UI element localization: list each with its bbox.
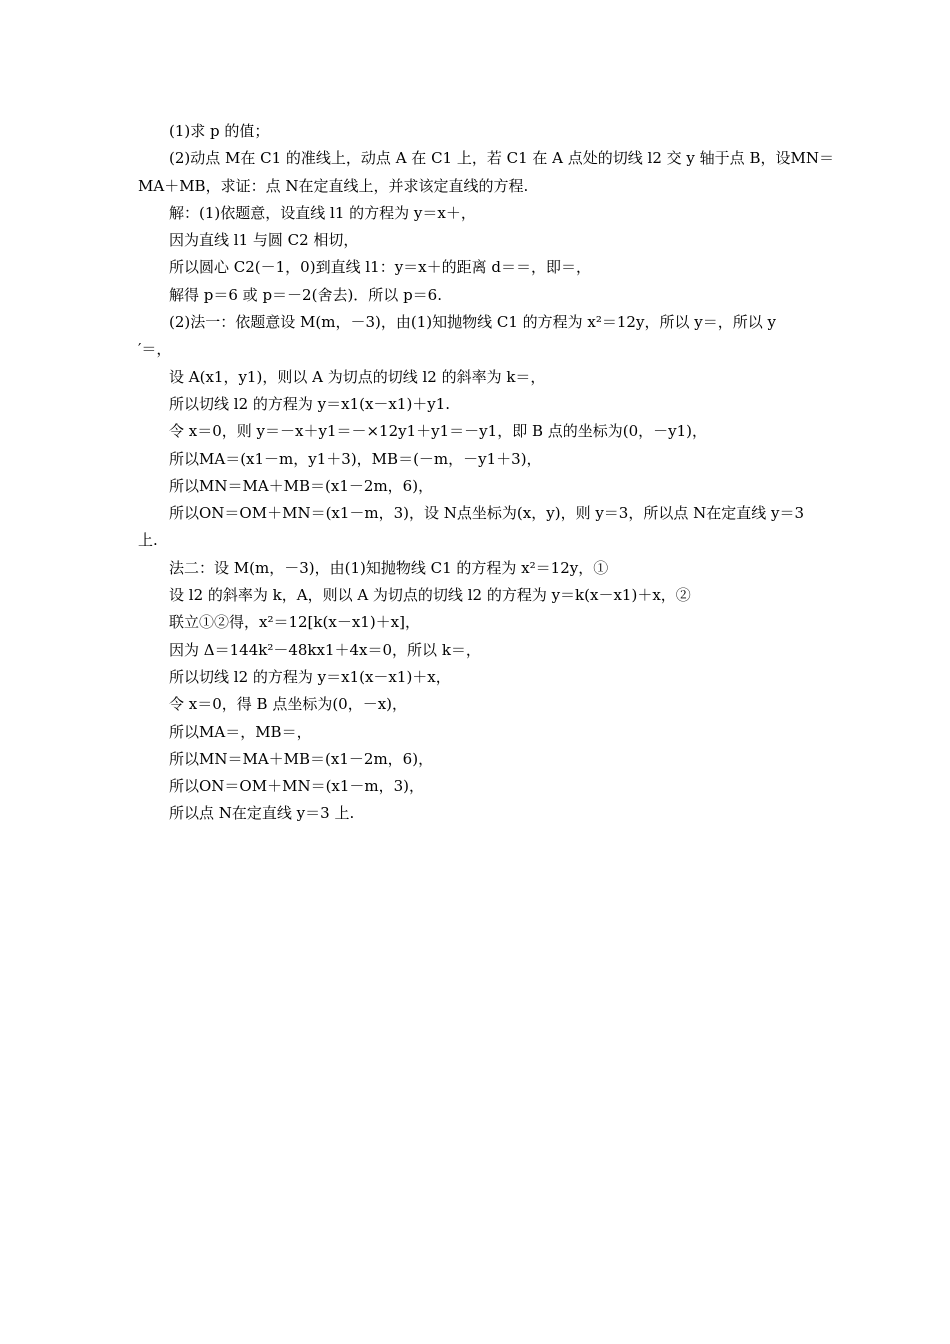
text-line: 设 l2 的斜率为 k，A，则以 A 为切点的切线 l2 的方程为 y＝k(x－x1)＋x，② [169, 586, 691, 605]
text-line: 解：(1)依题意，设直线 l1 的方程为 y＝x＋， [169, 203, 476, 222]
text-line: 解得 p＝6 或 p＝－2(舍去)．所以 p＝6. [169, 285, 442, 304]
text-line: (2)法一：依题意设 M(m，－3)，由(1)知抛物线 C1 的方程为 x²＝12y，所以 y＝，所以 y [169, 313, 776, 332]
text-line: 联立①②得，x²＝12[k(x－x1)＋x]， [169, 613, 420, 632]
text-line: 所以MA＝，MB＝， [169, 722, 312, 741]
text-line: 所以点 N在定直线 y＝3 上. [169, 804, 355, 823]
text-line: 令 x＝0，则 y＝－x＋y1＝－×12y1＋y1＝－y1，即 B 点的坐标为(0，－y1)， [169, 422, 708, 441]
document-body [138, 118, 834, 828]
text-line: 上. [138, 531, 158, 550]
text-line: 所以切线 l2 的方程为 y＝x1(x－x1)＋x， [169, 667, 451, 686]
text-line: 所以MA＝(x1－m，y1＋3)，MB＝(－m，－y1＋3)， [169, 449, 542, 468]
text-line: 所以ON＝OM＋MN＝(x1－m，3)， [169, 777, 425, 796]
text-line: (1)求 p 的值； [169, 122, 270, 140]
text-line: 设 A(x1，y1)，则以 A 为切点的切线 l2 的斜率为 k＝， [169, 367, 546, 386]
text-line: 所以ON＝OM＋MN＝(x1－m，3)，设 N点坐标为(x，y)，则 y＝3，所以点 N在定直线 y＝3 [169, 504, 805, 523]
text-line: 因为直线 l1 与圆 C2 相切， [169, 231, 359, 250]
text-line: 所以MN＝MA＋MB＝(x1－2m，6)， [169, 749, 434, 768]
text-line: 所以圆心 C2(－1，0)到直线 l1：y＝x＋的距离 d＝＝，即＝， [169, 258, 591, 277]
text-line: ′＝， [138, 340, 172, 359]
text-line: (2)动点 M在 C1 的准线上，动点 A 在 C1 上，若 C1 在 A 点处的切线 l2 交 y 轴于点 B，设MN＝ [169, 149, 834, 168]
text-line: 令 x＝0，得 B 点坐标为(0，－x)， [169, 695, 408, 714]
text-line: 因为 Δ＝144k²－48kx1＋4x＝0，所以 k＝， [169, 640, 481, 659]
text-line: MA＋MB，求证：点 N在定直线上，并求该定直线的方程. [138, 176, 529, 195]
text-line: 法二：设 M(m，－3)，由(1)知抛物线 C1 的方程为 x²＝12y，① [169, 558, 609, 577]
text-line: 所以切线 l2 的方程为 y＝x1(x－x1)＋y1. [169, 394, 451, 413]
text-line: 所以MN＝MA＋MB＝(x1－2m，6)， [169, 476, 434, 495]
